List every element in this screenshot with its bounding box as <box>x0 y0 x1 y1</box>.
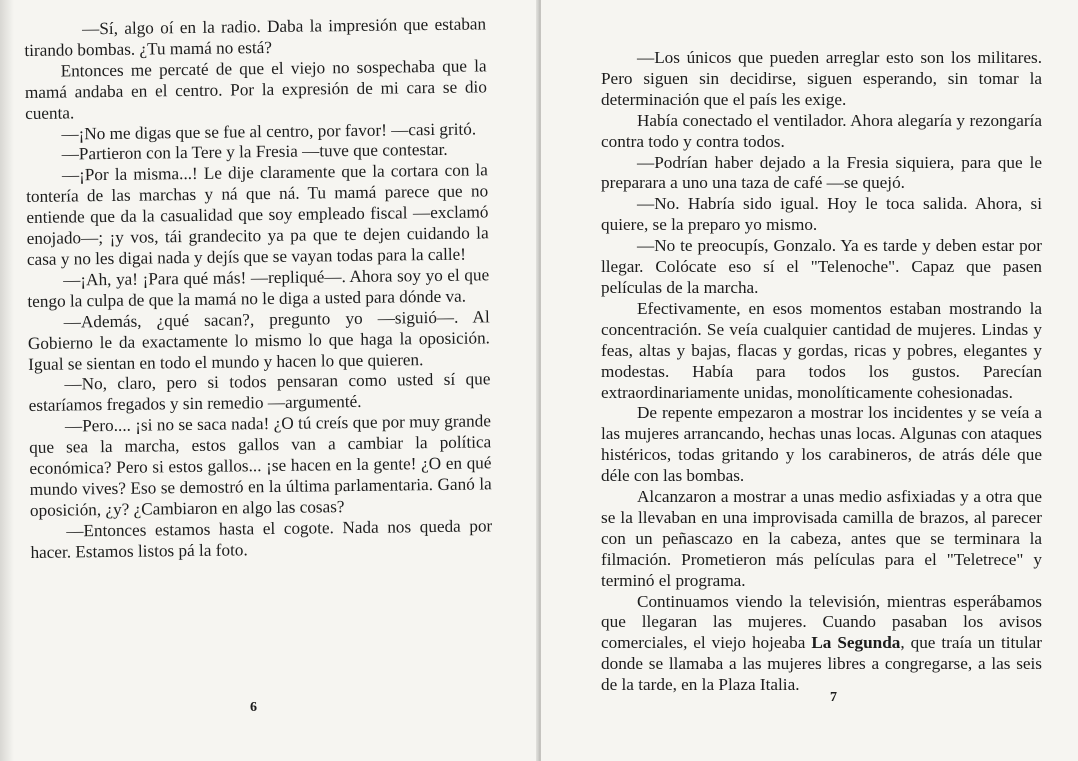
paragraph-text: , que traía un titular donde se llamaba a las mujeres libres a congregarse, a las seis de la tarde, en la Plaza Italia. <box>601 633 1042 695</box>
paragraph: Efectivamente, en esos momentos estaban mostrando la concentración. Se veía cualquier cantidad de mujeres. Lindas y feas, altas y bajas, flacas y gordas, ricas y pobres, elegantes y modestas. Había para todos los gustos. Parecían extraordinariamente unidas, monolíticamente cohesionadas. <box>601 298 1042 402</box>
paragraph: —Partieron con la Tere y la Fresia —tuve que contestar. <box>61 140 448 164</box>
paragraph: —¡No me digas que se fue al centro, por favor! —casi gritó. <box>61 119 477 144</box>
paragraph: —Entonces estamos hasta el cogote. Nada nos queda por hacer. Estamos listos pá la foto. <box>30 516 493 562</box>
page-edge-shadow <box>0 0 14 761</box>
paragraph: —Podrían haber dejado a la Fresia siquiera, para que le preparara a uno una taza de café —se quejó. <box>601 152 1042 193</box>
paragraph: —Los únicos que pueden arreglar esto son los militares. Pero siguen sin decidirse, siguen esperando, sin tomar la determinación que el país les exige. <box>601 48 1042 109</box>
page-number: 6 <box>250 700 257 715</box>
paragraph: —¡Por la misma...! Le dije claramente que la cortara con la tontería de las marchas y ná que ná. Tu mamá parece que no entiende que da la casualidad que soy empleado fiscal —exclamó enojado—; ¡y vos, tái grandecito ya pa que te dejen cuidando la casa y no les digai nada y dejís que se vayan todas para la calle! <box>26 160 489 269</box>
paragraph: Alcanzaron a mostrar a unas medio asfixiadas y a otra que se la llevaban en una improvisada camilla de brazos, al parecer con un peñascazo en la cabeza, antes que se terminara la filmación. Prometieron más películas para el "Teletrece" y terminó el programa. <box>601 487 1042 590</box>
paragraph: —No, claro, pero si todos pensaran como usted sí que estaríamos fregados y sin remedio —argumenté. <box>28 369 491 416</box>
paragraph: Había conectado el ventilador. Ahora alegaría y rezongaría contra todo y contra todos. <box>601 110 1042 151</box>
left-page-text <box>24 14 493 563</box>
newspaper-title: La Segunda <box>811 633 901 653</box>
paragraph: —¡Ah, ya! ¡Para qué más! —repliqué—. Ahora soy yo el que tengo la culpa de que la mamá no le diga a usted para dónde va. <box>27 265 490 311</box>
paragraph: —No. Habría sido igual. Hoy le toca salida. Ahora, si quiere, se la preparo yo mismo. <box>601 194 1042 235</box>
page-number: 7 <box>830 690 837 705</box>
paragraph: —Pero.... ¡si no se saca nada! ¿O tú creís que por muy grande que sea la marcha, estos gallos van a cambiar la política económica? Pero si estos gallos... ¡se hacen en la gente! ¿O en qué mundo vives? Eso se demostró en la última parlamentaria. Ganó la oposición, ¿y? ¿Cambiaron en algo las cosas? <box>29 411 492 520</box>
paragraph: —Sí, algo oí en la radio. Daba la impresión que estaban tirando bombas. ¿Tu mamá no está? <box>24 14 487 60</box>
right-page <box>541 0 1078 761</box>
paragraph: —No te preocupís, Gonzalo. Ya es tarde y deben estar por llegar. Colócate eso sí el "Telenoche". Capaz que pasen películas de la marcha. <box>601 236 1042 297</box>
paragraph: —Además, ¿qué sacan?, pregunto yo —siguió—. Al Gobierno le da exactamente lo mismo lo que haga la oposición. Igual se sientan en todo el mundo y hacen lo que quieren. <box>27 307 491 374</box>
left-page <box>0 0 538 761</box>
paragraph-text: Continuamos viendo la televisión, mientras esperábamos que llegaran las mujeres. Cuando pasaban los avisos comerciales, el viejo hojeaba <box>601 591 1042 653</box>
right-page-text <box>601 48 1042 696</box>
paragraph: De repente empezaron a mostrar los incidentes y se veía a las mujeres arrancando, hechas unas locas. Algunas con ataques histéricos, todas gritando y los carabineros, de atrás déle que déle con las bombas. <box>601 403 1042 486</box>
paragraph <box>601 592 1042 697</box>
paragraph: Entonces me percaté de que el viejo no sospechaba que la mamá andaba en el centro. Por la expresión de mi cara se dio cuenta. <box>24 56 487 123</box>
